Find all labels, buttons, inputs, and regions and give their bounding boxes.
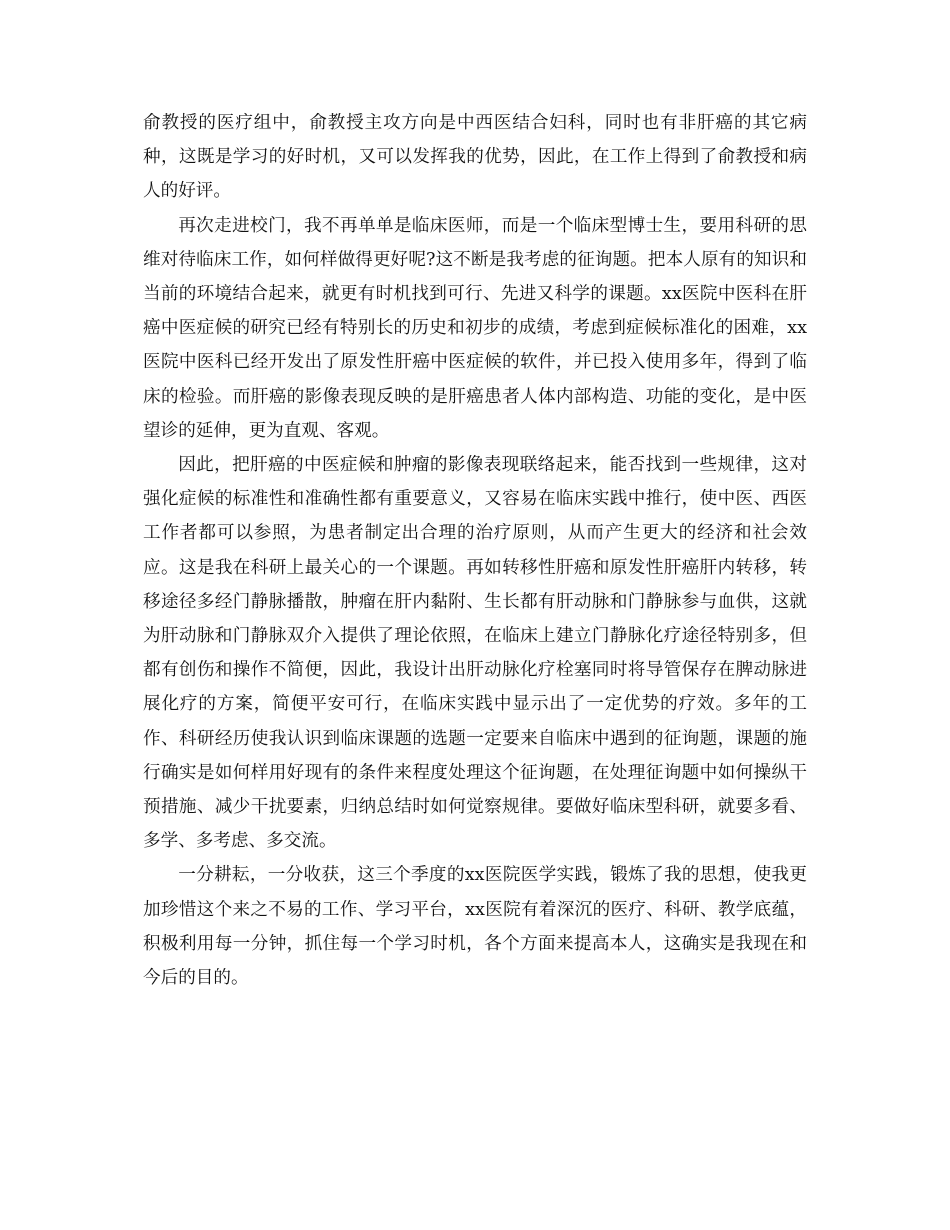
paragraph-3: 因此，把肝癌的中医症候和肿瘤的影像表现联络起来，能否找到一些规律，这对强化症候的标准性和准确性都有重要意义，又容易在临床实践中推行，使中医、西医工作者都可以参照，为患者制定出合理的治疗原则，从而产生更大的经济和社会效应。这是我在科研上最关心的一个课题。再如转移性肝癌和原发性肝癌肝内转移，转移途径多经门静脉播散，肿瘤在肝内黏附、生长都有肝动脉和门静脉参与血供，这就为肝动脉和门静脉双介入提供了理论依照，在临床上建立门静脉化疗途径特别多，但都有创伤和操作不简便，因此，我设计出肝动脉化疗栓塞同时将导管保存在脾动脉进展化疗的方案，简便平安可行，在临床实践中显示出了一定优势的疗效。多年的工作、科研经历使我认识到临床课题的选题一定要来自临床中遇到的征询题，课题的施行确实是如何样用好现有的条件来程度处理这个征询题，在处理征询题中如何操纵干预措施、减少干扰要素，归纳总结时如何觉察规律。要做好临床型科研，就要多看、多学、多考虑、多交流。 — [143, 455, 807, 852]
document-body — [143, 106, 807, 995]
paragraph-4: 一分耕耘，一分收获，这三个季度的xx医院医学实践，锻炼了我的思想，使我更加珍惜这个来之不易的工作、学习平台，xx医院有着深沉的医疗、科研、教学底蕴，积极利用每一分钟，抓住每一个学习时机，各个方面来提高本人，这确实是我现在和今后的目的。 — [143, 865, 807, 989]
paragraph-2: 再次走进校门，我不再单单是临床医师，而是一个临床型博士生，要用科研的思维对待临床工作，如何样做得更好呢?这不断是我考虑的征询题。把本人原有的知识和当前的环境结合起来，就更有时机找到可行、先进又科学的课题。xx医院中医科在肝癌中医症候的研究已经有特别长的历史和初步的成绩，考虑到症候标准化的困难，xx医院中医科已经开发出了原发性肝癌中医症候的软件，并已投入使用多年，得到了临床的检验。而肝癌的影像表现反映的是肝癌患者人体内部构造、功能的变化，是中医望诊的延伸，更为直观、客观。 — [143, 215, 807, 441]
paragraph-1: 俞教授的医疗组中，俞教授主攻方向是中西医结合妇科，同时也有非肝癌的其它病种，这既是学习的好时机，又可以发挥我的优势，因此，在工作上得到了俞教授和病人的好评。 — [143, 113, 807, 202]
